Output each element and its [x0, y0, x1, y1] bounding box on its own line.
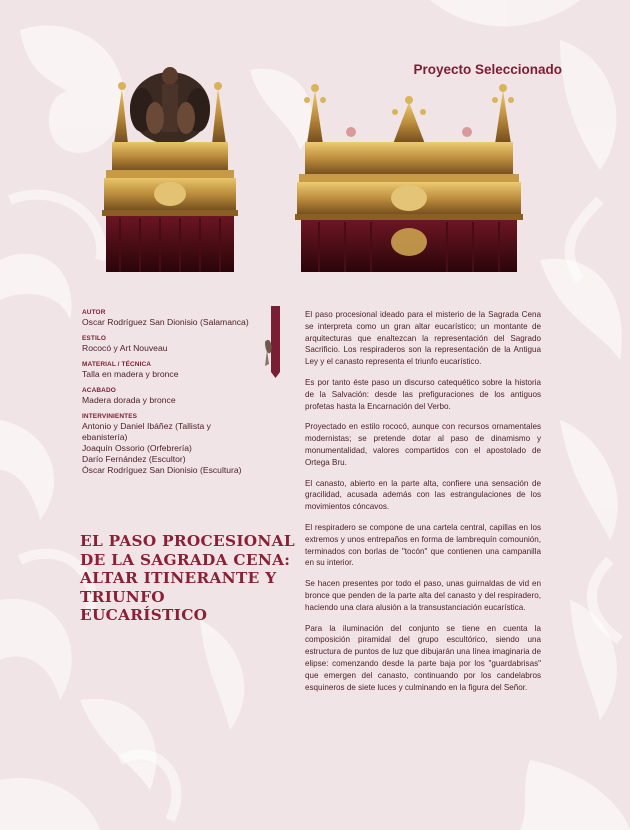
paso-structure-photo	[295, 82, 523, 272]
meta-acabado	[82, 386, 282, 406]
paragraph: El paso procesional ideado para el misterio de la Sagrada Cena se interpreta como un gran altar eucarístico; un montante de arquitecturas que enaltezcan la representación del Sagrado Sacrificio. Los respiraderos son la representación de la Antigua Ley y el canasto representa el triunfo eucarístico.	[305, 310, 541, 367]
meta-value: Óscar Rodríguez San Dionisio (Escultura)	[82, 465, 242, 475]
meta-value: Antonio y Daniel Ibáñez (Tallista y	[82, 421, 211, 431]
title-line: EL PASO PROCESIONAL	[80, 532, 295, 550]
paragraph: Para la iluminación del conjunto se tiene en cuenta la composición piramidal del grupo escultórico, siendo una estructura de puntos de luz que dibujarán una línea imaginaria de elipse: comenzando desde la parte baja por los "guardabrisas" que emergen del canasto, continuando por los candelabros esquineros de siete luces y culminando en la figura del Señor.	[305, 623, 541, 692]
meta-value: Madera dorada y bronce	[82, 395, 176, 405]
meta-label: INTERVINIENTES	[82, 413, 138, 420]
title-line: DE LA SAGRADA CENA:	[80, 550, 291, 569]
meta-value: Oscar Rodríguez San Dionisio (Salamanca)	[82, 317, 249, 327]
meta-label: MATERIAL / TÉCNICA	[82, 361, 152, 368]
paragraph: El respiradero se compone de una cartela central, capillas en los extremos y unos entrepaños en forma de lambrequín comounión, terminados con borlas de "tocón" que contienen una campanilla en su interior.	[305, 522, 541, 568]
ribbon-ornament-icon	[263, 306, 283, 378]
title-line: ALTAR ITINERANTE Y	[80, 569, 277, 587]
paragraph: El canasto, abierto en la parte alta, confiere una sensación de gracilidad, acusada además con las estrangulaciones de los movimientos cóncavos.	[305, 478, 541, 512]
article-body	[305, 309, 541, 702]
meta-estilo	[82, 334, 282, 354]
meta-value: Talla en madera y bronce	[82, 369, 179, 379]
project-metadata	[82, 308, 282, 482]
title-line: TRIUNFO EUCARÍSTICO	[80, 587, 208, 624]
section-header: Proyecto Seleccionado	[413, 62, 562, 77]
paragraph: Es por tanto éste paso un discurso catequético sobre la historia de la Salvación: desde las prefiguraciones de los antiguos profetas hasta la Encarnación del Verbo.	[305, 377, 541, 411]
meta-value: Rococó y Art Nouveau	[82, 343, 168, 353]
meta-intervinientes	[82, 412, 282, 476]
meta-value: Darío Fernández (Escultor)	[82, 454, 186, 464]
meta-material	[82, 360, 282, 380]
meta-autor	[82, 308, 282, 328]
meta-label: ACABADO	[82, 387, 116, 394]
paragraph: Se hacen presentes por todo el paso, unas guirnaldas de vid en bronce que penden de la parte alta del canasto y del respiradero, haciendo una clara alusión a la transustanciación eucarística.	[305, 579, 541, 612]
meta-label: AUTOR	[82, 309, 106, 316]
meta-value: ebanistería)	[82, 432, 128, 442]
meta-label: ESTILO	[82, 335, 107, 342]
article-title	[80, 532, 295, 625]
meta-value: Joaquín Ossorio (Orfebrería)	[82, 443, 192, 453]
paragraph: Proyectado en estilo rococó, aunque con recursos ornamentales modernistas; se pretende dotar al paso de dinamismo y monumentalidad, valores compartidos con el apostolado de Ortega Bru.	[305, 422, 541, 467]
paso-sculpture-photo	[100, 58, 240, 272]
